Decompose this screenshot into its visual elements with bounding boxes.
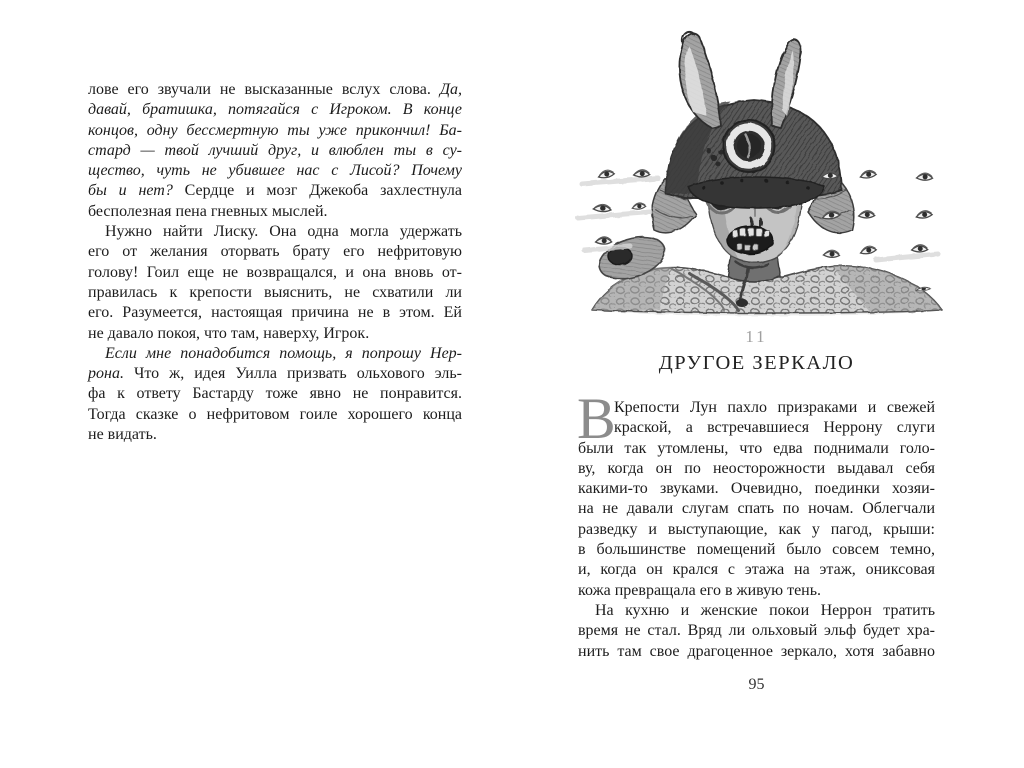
text-line: Крепости Лун пахло призраками и свежей: [614, 399, 935, 416]
text-line: концов, одну бессмертную ты уже прикончил! Ба-: [88, 121, 462, 139]
text-line: и, когда он крался с этажа на этаж, ониксовая: [578, 561, 935, 579]
floating-eye-icon: [632, 203, 646, 210]
text-line: на не давали слугам спать по ночам. Облегчали: [578, 500, 935, 518]
text-line: правилась к крепости выяснить, не схватили ли: [88, 283, 462, 301]
floating-eye-icon: [823, 249, 840, 258]
text-line: время не стал. Вряд ли ольховый эльф будет хра-: [578, 622, 935, 640]
text-line: Нужно найти Лиску. Она одна могла удержать: [105, 223, 462, 241]
floating-eye-icon: [859, 210, 875, 218]
text-line: лове его звучали не высказанные вслух слова. Да,: [88, 81, 462, 98]
text-line: ву, когда он по неосторожности выдавал себя: [578, 459, 935, 477]
text-line: Тогда сказке о нефритовом гоиле хорошего конца: [88, 405, 462, 423]
floating-eye-icon: [912, 244, 928, 252]
text-line: бы и нет? Сердце и мозг Джекоба захлестнула: [88, 182, 463, 200]
floating-eye-icon: [598, 169, 615, 178]
page-number: 95: [748, 676, 765, 693]
text-line: фа к ответу Бастарду тоже явно не понравится.: [88, 385, 462, 403]
text-line: щество, чуть не убившее нас с Лисой? Почему: [88, 162, 462, 180]
floating-eye-icon: [860, 170, 876, 178]
text-line: нить там свое драгоценное зеркало, хотя забавно: [578, 642, 935, 660]
floating-eye-icon: [860, 245, 877, 254]
text-line: кожа превращала его в живую тень.: [578, 581, 822, 599]
text-line: его. Разумеется, настоящая причина не в этом. Ей: [88, 304, 462, 322]
ring-crest: [723, 120, 775, 172]
text-line: стард — твой лучший друг, и влюблен ты в су-: [88, 141, 462, 159]
floating-eye-icon: [593, 203, 611, 213]
text-line: На кухню и женские покои Неррон тратить: [595, 601, 935, 619]
text-line: Если мне понадобится помощь, я попрошу Нер-: [105, 344, 462, 362]
text-line: голову! Гоил еще не возвращался, и она вновь от-: [88, 263, 462, 281]
text-line: краской, а встречавшиеся Неррону слуги: [614, 419, 935, 437]
chapter-number: 11: [745, 327, 768, 346]
text-line: давай, братишка, потягайся с Игроком. В конце: [88, 101, 462, 119]
paragraph: [578, 601, 935, 662]
floating-eye-icon: [916, 210, 932, 218]
text-line: не давало покоя, что там, наверху, Игрок.: [88, 324, 370, 342]
samurai-illustration: [570, 22, 970, 322]
floating-eye-icon: [595, 236, 612, 245]
left-page: [88, 80, 462, 445]
right-page: [577, 386, 935, 662]
paragraph: [88, 344, 462, 445]
chapter-title: ДРУГОЕ ЗЕРКАЛО: [658, 352, 855, 374]
text-line: не видать.: [88, 426, 157, 444]
drop-cap: В: [577, 386, 616, 451]
text-line: бесполезная пена гневных мыслей.: [88, 202, 328, 220]
text-line: какими-то звуками. Очевидно, поединки хозяи-: [578, 480, 935, 498]
paragraph: [577, 386, 935, 601]
text-line: были так утомлены, что едва поднимали голо-: [578, 439, 935, 457]
text-line: рона. Что ж, идея Уилла призвать ольхового эль-: [88, 365, 462, 383]
paragraph: [88, 80, 462, 222]
text-line: в большинстве помещений было совсем темно,: [578, 541, 935, 559]
floating-eye-icon: [916, 172, 933, 181]
paragraph: [88, 222, 462, 344]
text-line: его от желания оторвать брату его нефритовую: [88, 243, 462, 261]
floating-eye-icon: [634, 169, 650, 177]
text-line: разведку и выступающие, как у пагод, крыши:: [578, 520, 935, 538]
